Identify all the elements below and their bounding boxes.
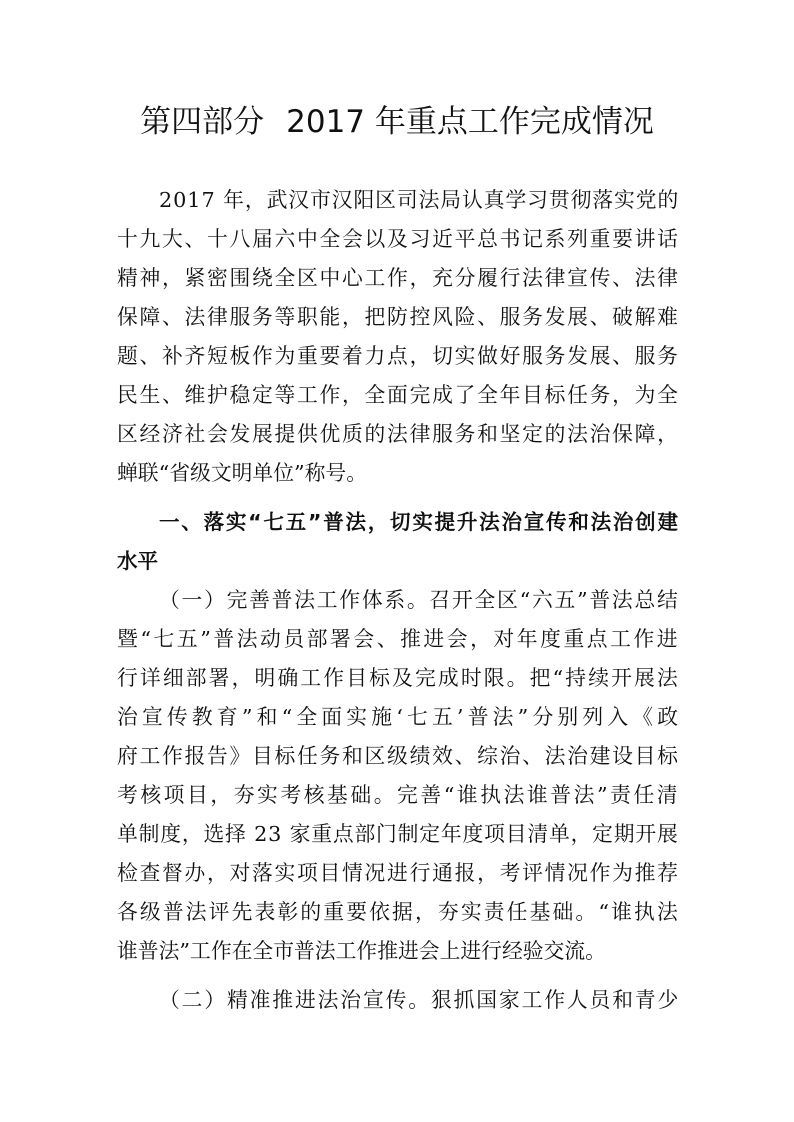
paragraph-2-line-6: 考核项目，夯实考核基础。完善“谁执法谁普法”责任清: [117, 783, 681, 807]
paragraph-2-line-9: 各级普法评先表彰的重要依据，夯实责任基础。“谁执法: [117, 900, 680, 924]
paragraph-1-line-5: 题、补齐短板作为重要着力点，切实做好服务发展、服务: [117, 344, 680, 368]
paragraph-2-line-4: 治宣传教育”和“全面实施‘七五’普法”分别列入《政: [117, 705, 683, 729]
page-title: [0, 102, 794, 142]
paragraph-2-line-3: 行详细部署，明确工作目标及完成时限。把“持续开展法: [117, 666, 680, 690]
section-heading-line-1: 一、落实“七五”普法，切实提升法治宣传和法治创建: [159, 510, 680, 534]
paragraph-1-line-4: 保障、法律服务等职能，把防控风险、服务发展、破解难: [117, 305, 680, 329]
paragraph-3-line-1: （二）精准推进法治宣传。狠抓国家工作人员和青少: [159, 988, 681, 1012]
paragraph-2-line-1: （一）完善普法工作体系。召开全区“六五”普法总结: [159, 588, 680, 612]
paragraph-2-line-8: 检查督办，对落实项目情况进行通报，考评情况作为推荐: [117, 861, 680, 885]
paragraph-1-line-3: 精神，紧密围绕全区中心工作，充分履行法律宣传、法律: [117, 266, 680, 290]
paragraph-2-line-10: 谁普法”工作在全市普法工作推进会上进行经验交流。: [117, 939, 606, 963]
paragraph-2-line-7: 单制度，选择 23 家重点部门制定年度项目清单，定期开展: [117, 822, 679, 846]
paragraph-2-line-5: 府工作报告》目标任务和区级绩效、综治、法治建设目标: [117, 744, 680, 768]
title-part: 第四部分: [140, 104, 265, 140]
section-heading-line-2: 水平: [117, 549, 158, 573]
title-rest: 2017 年重点工作完成情况: [286, 104, 654, 140]
paragraph-2-line-2: 暨“七五”普法动员部署会、推进会，对年度重点工作进: [117, 627, 681, 651]
paragraph-1-line-1: 2017 年，武汉市汉阳区司法局认真学习贯彻落实党的: [159, 188, 680, 212]
paragraph-1-line-6: 民生、维护稳定等工作，全面完成了全年目标任务，为全: [117, 383, 680, 407]
paragraph-1-line-2: 十九大、十八届六中全会以及习近平总书记系列重要讲话: [117, 227, 680, 251]
paragraph-1-line-7: 区经济社会发展提供优质的法律服务和坚定的法治保障，: [117, 422, 680, 446]
paragraph-1-line-8: 蝉联“省级文明单位”称号。: [117, 461, 368, 485]
